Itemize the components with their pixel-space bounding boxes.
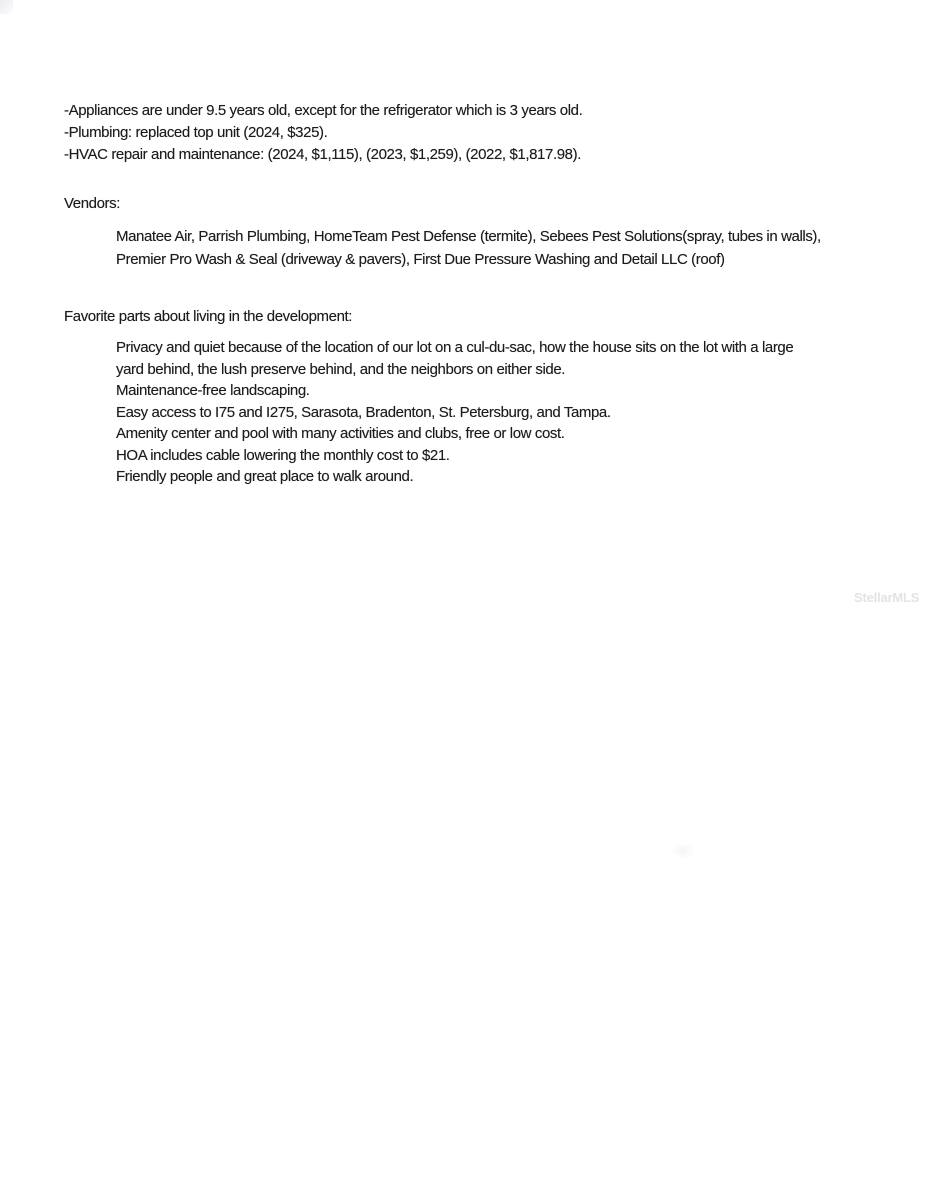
note-line-hvac: -HVAC repair and maintenance: (2024, $1,115), (2023, $1,259), (2022, $1,817.98). (64, 146, 581, 163)
scan-smudge-artifact (672, 843, 694, 859)
favorites-line: Friendly people and great place to walk around. (116, 468, 414, 485)
vendors-heading: Vendors: (64, 195, 121, 212)
vendors-list (116, 226, 821, 271)
favorites-line: Maintenance-free landscaping. (116, 382, 310, 399)
maintenance-notes (64, 100, 582, 166)
favorites-line: yard behind, the lush preserve behind, and the neighbors on either side. (116, 360, 566, 378)
note-line-plumbing: -Plumbing: replaced top unit (2024, $325). (64, 124, 328, 141)
vendors-line: Manatee Air, Parrish Plumbing, HomeTeam Pest Defense (termite), Sebees Pest Solutions(spray, tubes in walls), (116, 228, 821, 245)
favorites-line: Privacy and quiet because of the location of our lot on a cul-du-sac, how the house sits on the lot with a large (116, 339, 794, 356)
note-line-appliances: -Appliances are under 9.5 years old, except for the refrigerator which is 3 years old. (64, 102, 583, 119)
favorites-line: HOA includes cable lowering the monthly cost to $21. (116, 446, 450, 464)
vendors-line: Premier Pro Wash & Seal (driveway & pavers), First Due Pressure Washing and Detail LLC (roof) (116, 250, 725, 268)
favorites-list (116, 337, 793, 488)
favorites-heading: Favorite parts about living in the development: (64, 308, 353, 325)
stellar-mls-watermark: StellarMLS (854, 590, 920, 605)
favorites-line: Easy access to I75 and I275, Sarasota, Bradenton, St. Petersburg, and Tampa. (116, 403, 611, 421)
favorites-line: Amenity center and pool with many activities and clubs, free or low cost. (116, 425, 565, 442)
scan-corner-artifact (0, 0, 13, 14)
